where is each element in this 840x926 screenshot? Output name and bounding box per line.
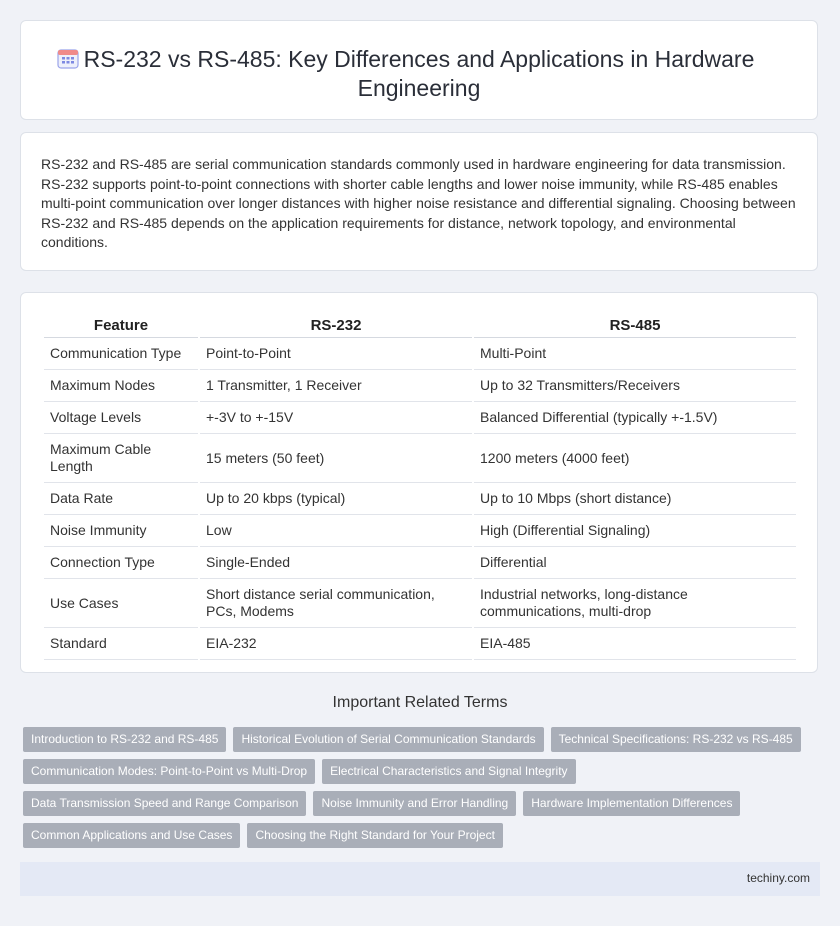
- related-term-tag[interactable]: Common Applications and Use Cases: [23, 823, 240, 848]
- rs232-cell: Low: [200, 515, 472, 547]
- related-term-tag[interactable]: Technical Specifications: RS-232 vs RS-485: [551, 727, 801, 752]
- rs232-cell: 15 meters (50 feet): [200, 434, 472, 483]
- rs485-cell: Balanced Differential (typically +-1.5V): [474, 402, 796, 434]
- header-rs485: RS-485: [474, 313, 796, 338]
- rs232-cell: 1 Transmitter, 1 Receiver: [200, 370, 472, 402]
- footer: [20, 862, 820, 896]
- rs232-cell: Point-to-Point: [200, 338, 472, 370]
- feature-cell: Voltage Levels: [44, 402, 198, 434]
- comparison-card: [20, 292, 818, 673]
- rs232-cell: Short distance serial communication, PCs, Modems: [200, 579, 472, 628]
- related-term-tag[interactable]: Hardware Implementation Differences: [523, 791, 740, 816]
- feature-cell: Maximum Nodes: [44, 370, 198, 402]
- feature-cell: Noise Immunity: [44, 515, 198, 547]
- rs485-cell: 1200 meters (4000 feet): [474, 434, 796, 483]
- related-term-tag[interactable]: Introduction to RS-232 and RS-485: [23, 727, 226, 752]
- feature-cell: Use Cases: [44, 579, 198, 628]
- footer-site-link[interactable]: techiny.com: [746, 871, 810, 885]
- rs485-cell: Up to 10 Mbps (short distance): [474, 483, 796, 515]
- rs485-cell: Industrial networks, long-distance communications, multi-drop: [474, 579, 796, 628]
- feature-cell: Data Rate: [44, 483, 198, 515]
- table-row: [44, 434, 796, 483]
- rs232-cell: Single-Ended: [200, 547, 472, 579]
- feature-cell: Communication Type: [44, 338, 198, 370]
- rs485-cell: Up to 32 Transmitters/Receivers: [474, 370, 796, 402]
- table-row: [44, 370, 796, 402]
- rs485-cell: Differential: [474, 547, 796, 579]
- table-header-row: [44, 313, 796, 338]
- related-terms-title: Important Related Terms: [332, 694, 508, 711]
- rs232-cell: EIA-232: [200, 628, 472, 660]
- feature-cell: Maximum Cable Length: [44, 434, 198, 483]
- related-term-tag[interactable]: Noise Immunity and Error Handling: [313, 791, 516, 816]
- feature-cell: Standard: [44, 628, 198, 660]
- table-row: [44, 628, 796, 660]
- related-term-tag[interactable]: Data Transmission Speed and Range Comparison: [23, 791, 306, 816]
- comparison-table: [42, 313, 798, 660]
- title-card: [20, 20, 818, 120]
- feature-cell: Connection Type: [44, 547, 198, 579]
- intro-card: [20, 132, 818, 271]
- rs232-cell: Up to 20 kbps (typical): [200, 483, 472, 515]
- related-term-tag[interactable]: Electrical Characteristics and Signal Integrity: [322, 759, 575, 784]
- related-term-tag[interactable]: Communication Modes: Point-to-Point vs Multi-Drop: [23, 759, 315, 784]
- header-rs232: RS-232: [200, 313, 472, 338]
- related-term-tag[interactable]: Historical Evolution of Serial Communication Standards: [233, 727, 543, 752]
- rs232-cell: +-3V to +-15V: [200, 402, 472, 434]
- table-row: [44, 483, 796, 515]
- rs485-cell: EIA-485: [474, 628, 796, 660]
- table-row: [44, 579, 796, 628]
- table-row: [44, 547, 796, 579]
- table-row: [44, 515, 796, 547]
- rs485-cell: Multi-Point: [474, 338, 796, 370]
- header-feature: Feature: [44, 313, 198, 338]
- related-term-tag[interactable]: Choosing the Right Standard for Your Project: [247, 823, 502, 848]
- table-row: [44, 402, 796, 434]
- table-row: [44, 338, 796, 370]
- rs485-cell: High (Differential Signaling): [474, 515, 796, 547]
- page-title: RS-232 vs RS-485: Key Differences and Applications in Hardware Engineering: [83, 46, 755, 101]
- intro-paragraph: RS-232 and RS-485 are serial communication standards commonly used in hardware engineering for data transmission. RS-232 supports point-to-point connections with shorter cable lengths and lower noise immunity, while RS-485 enables multi-point communication over longer distances with higher noise resistance and differential signaling. Choosing between RS-232 and RS-485 depends on the application requirements for distance, network topology, and environmental conditions.: [41, 156, 796, 250]
- related-terms-list: [23, 727, 803, 848]
